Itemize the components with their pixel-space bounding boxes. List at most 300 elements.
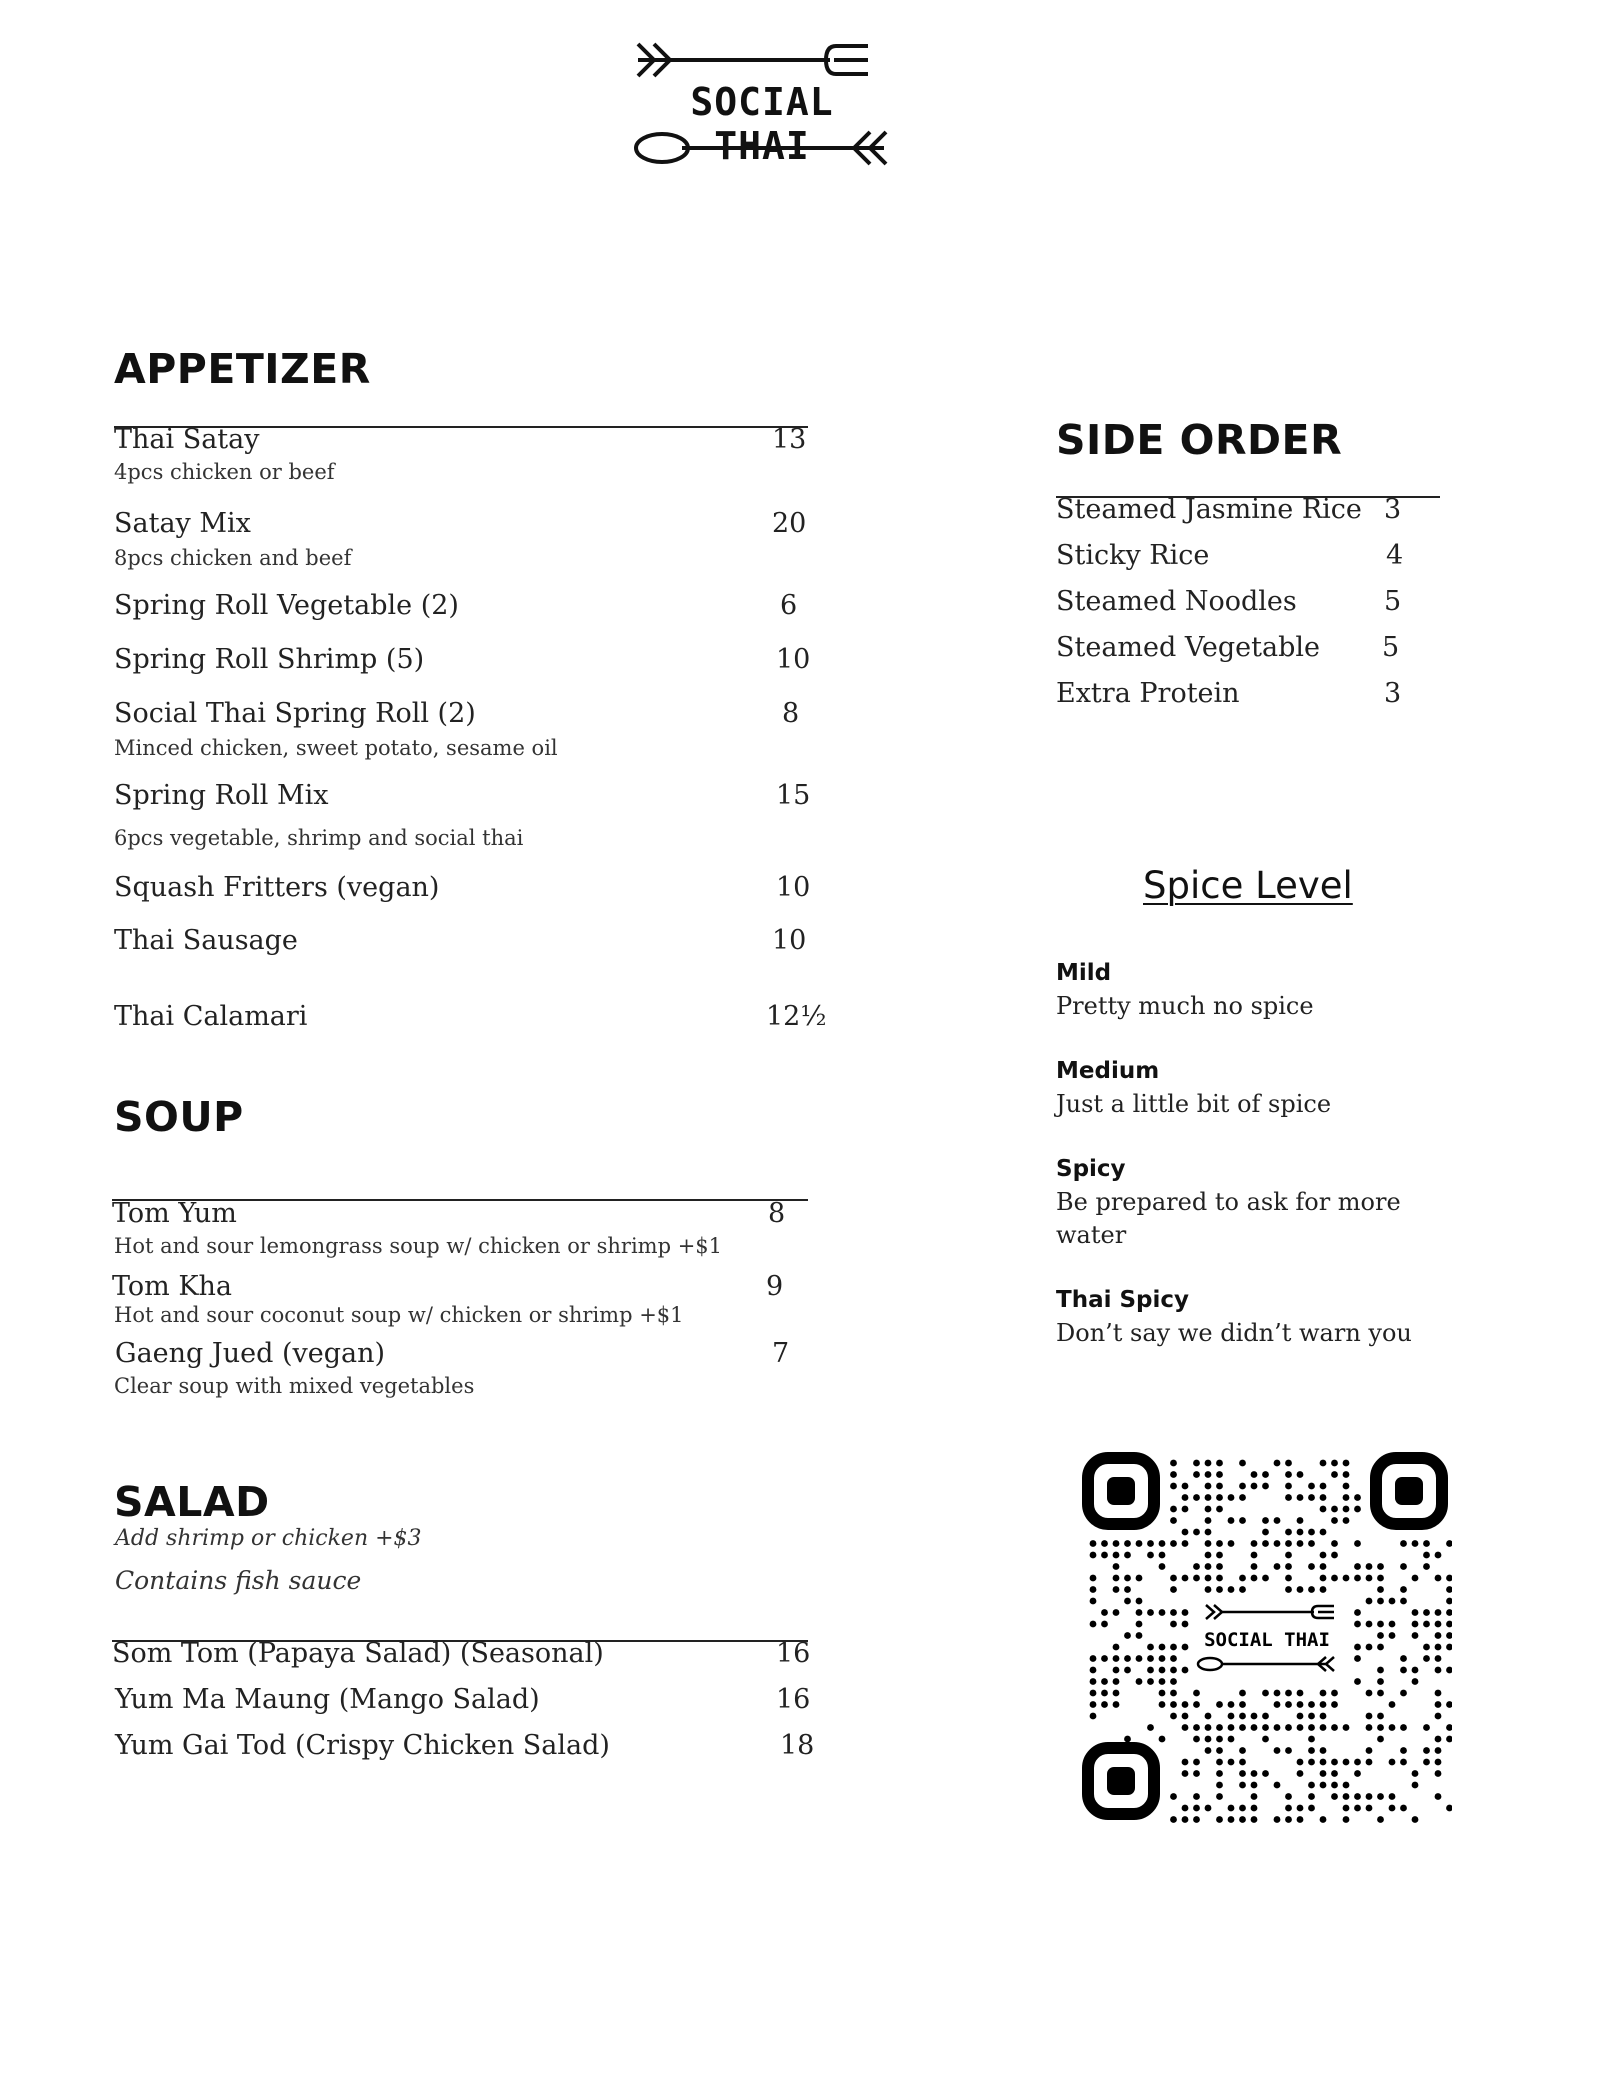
qr-dot [1136,1609,1143,1616]
qr-dot [1136,1632,1143,1639]
soup-title: SOUP [114,1093,244,1141]
qr-dot [1239,1747,1246,1754]
qr-dot [1354,1759,1361,1766]
item-name: Satay Mix [114,508,251,539]
qr-dot [1262,1529,1269,1536]
qr-dot [1147,1540,1154,1547]
qr-dot [1331,1517,1338,1524]
qr-dot [1446,1586,1452,1593]
qr-dot [1446,1805,1452,1812]
item-price: 10 [772,925,807,956]
qr-dot [1297,1517,1304,1524]
qr-dot [1239,1483,1246,1490]
qr-dot [1377,1713,1384,1720]
qr-dot [1182,1575,1189,1582]
qr-dot [1366,1621,1373,1628]
qr-dot [1285,1724,1292,1731]
qr-dot [1251,1793,1258,1800]
qr-dot [1239,1724,1246,1731]
qr-dot [1113,1552,1120,1559]
qr-dot [1170,1460,1177,1467]
qr-dot [1251,1552,1258,1559]
qr-dot [1320,1552,1327,1559]
qr-dot [1193,1494,1200,1501]
qr-dot [1412,1678,1419,1685]
qr-dot [1377,1598,1384,1605]
logo-text: SOCIAL THAI [690,80,834,168]
qr-dot [1228,1805,1235,1812]
qr-dot [1446,1598,1452,1605]
qr-dot [1205,1483,1212,1490]
qr-dot [1193,1736,1200,1743]
qr-dot [1354,1621,1361,1628]
qr-dot [1205,1713,1212,1720]
qr-dot [1274,1540,1281,1547]
qr-dot [1285,1816,1292,1823]
qr-dot [1251,1471,1258,1478]
qr-dot [1262,1540,1269,1547]
qr-dot [1377,1621,1384,1628]
qr-dot [1193,1759,1200,1766]
qr-dot [1423,1621,1430,1628]
qr-dot [1423,1540,1430,1547]
qr-dot [1216,1563,1223,1570]
qr-dot [1435,1690,1442,1697]
item-name: Thai Sausage [114,925,298,956]
qr-dot [1423,1724,1430,1731]
item-description: Hot and sour coconut soup w/ chicken or shrimp +$1 [114,1303,684,1327]
qr-dot [1412,1575,1419,1582]
qr-dot [1320,1563,1327,1570]
qr-dot [1136,1621,1143,1628]
item-name: Extra Protein [1056,678,1240,709]
qr-dot [1113,1586,1120,1593]
qr-dot [1377,1586,1384,1593]
qr-dot [1205,1460,1212,1467]
qr-dot [1216,1736,1223,1743]
qr-dot [1446,1609,1452,1616]
qr-dot [1366,1644,1373,1651]
qr-dot [1308,1529,1315,1536]
qr-dot [1239,1517,1246,1524]
qr-dot [1354,1563,1361,1570]
qr-dot [1377,1632,1384,1639]
qr-dot [1423,1644,1430,1651]
qr-dot [1412,1621,1419,1628]
qr-dot [1435,1655,1442,1662]
item-name: Tom Yum [112,1198,237,1229]
qr-dot [1101,1552,1108,1559]
item-name: Yum Ma Maung (Mango Salad) [115,1684,540,1715]
qr-dot [1412,1609,1419,1616]
qr-dot [1446,1736,1452,1743]
qr-dot [1435,1793,1442,1800]
qr-dot [1251,1805,1258,1812]
qr-dot [1308,1724,1315,1731]
qr-dot [1423,1552,1430,1559]
qr-dot [1343,1805,1350,1812]
item-name: Steamed Vegetable [1056,632,1320,663]
qr-dot [1090,1586,1097,1593]
item-name: Tom Kha [112,1271,233,1302]
qr-dot [1113,1701,1120,1708]
qr-dot [1251,1540,1258,1547]
qr-dot [1285,1805,1292,1812]
qr-dot [1090,1540,1097,1547]
spice-level-mild [1056,960,1436,1023]
item-name: Thai Satay [114,424,260,455]
salad-note-fish-sauce: Contains fish sauce [115,1566,362,1595]
qr-dot [1182,1701,1189,1708]
qr-dot [1239,1759,1246,1766]
qr-dot [1182,1713,1189,1720]
item-price: 4 [1386,540,1404,571]
qr-dot [1113,1678,1120,1685]
qr-dot [1182,1494,1189,1501]
qr-dot [1331,1552,1338,1559]
qr-dot [1239,1460,1246,1467]
qr-dot [1297,1540,1304,1547]
spice-level-medium [1056,1058,1436,1121]
qr-dot [1159,1540,1166,1547]
item-description: Hot and sour lemongrass soup w/ chicken or shrimp +$1 [114,1234,723,1258]
qr-dot [1297,1494,1304,1501]
qr-dot [1412,1540,1419,1547]
qr-dot [1239,1701,1246,1708]
qr-dot [1147,1609,1154,1616]
qr-dot [1389,1724,1396,1731]
item-description: 6pcs vegetable, shrimp and social thai [114,826,524,850]
item-price: 10 [776,644,811,675]
qr-dot [1285,1460,1292,1467]
qr-dot [1228,1540,1235,1547]
qr-dot [1159,1678,1166,1685]
item-name: Spring Roll Shrimp (5) [114,644,425,675]
qr-dot [1262,1483,1269,1490]
qr-dot [1205,1552,1212,1559]
qr-dot [1090,1655,1097,1662]
qr-dot [1113,1655,1120,1662]
qr-dot [1205,1575,1212,1582]
qr-dot [1377,1793,1384,1800]
qr-dot [1228,1736,1235,1743]
qr-dot [1274,1747,1281,1754]
salad-title: SALAD [114,1478,270,1526]
qr-dot [1159,1563,1166,1570]
qr-dot [1182,1609,1189,1616]
qr-dot [1343,1793,1350,1800]
qr-dot [1193,1816,1200,1823]
qr-dot [1400,1586,1407,1593]
qr-dot [1124,1667,1131,1674]
qr-dot [1193,1805,1200,1812]
qr-dot [1331,1770,1338,1777]
qr-dot [1274,1816,1281,1823]
qr-dot [1124,1598,1131,1605]
qr-dot [1216,1793,1223,1800]
qr-dot [1297,1770,1304,1777]
qr-dot [1285,1471,1292,1478]
item-description: Clear soup with mixed vegetables [114,1374,475,1398]
qr-dot [1205,1517,1212,1524]
qr-dot [1182,1816,1189,1823]
qr-dot [1412,1667,1419,1674]
item-name: Steamed Jasmine Rice [1056,494,1362,525]
qr-dot [1354,1609,1361,1616]
qr-dot [1113,1563,1120,1570]
qr-dot [1320,1713,1327,1720]
qr-dot [1182,1540,1189,1547]
qr-dot [1216,1747,1223,1754]
qr-dot [1205,1529,1212,1536]
item-price: 5 [1384,586,1402,617]
qr-dot [1343,1483,1350,1490]
qr-dot [1216,1552,1223,1559]
item-name: Thai Calamari [114,1001,308,1032]
qr-dot [1251,1575,1258,1582]
qr-dot [1228,1713,1235,1720]
qr-dot [1170,1678,1177,1685]
item-price: 10 [776,872,811,903]
qr-dot [1216,1759,1223,1766]
qr-dot [1262,1690,1269,1697]
qr-dot [1170,1483,1177,1490]
qr-dot [1262,1770,1269,1777]
qr-dot [1251,1724,1258,1731]
qr-dot [1308,1782,1315,1789]
qr-dot [1193,1575,1200,1582]
qr-dot [1239,1575,1246,1582]
qr-dot [1170,1517,1177,1524]
side-order-title: SIDE ORDER [1056,416,1343,464]
qr-dot [1446,1540,1452,1547]
qr-dot [1308,1701,1315,1708]
qr-dot [1285,1701,1292,1708]
qr-dot [1193,1460,1200,1467]
qr-dot [1400,1724,1407,1731]
qr-dot [1147,1655,1154,1662]
qr-dot [1389,1759,1396,1766]
qr-dot [1136,1678,1143,1685]
qr-dot [1285,1690,1292,1697]
qr-dot [1354,1805,1361,1812]
qr-dot [1435,1575,1442,1582]
qr-dot [1297,1529,1304,1536]
qr-dot [1159,1655,1166,1662]
qr-dot [1090,1552,1097,1559]
qr-dot [1308,1759,1315,1766]
qr-dot [1182,1724,1189,1731]
qr-dot [1251,1563,1258,1570]
qr-dot [1170,1506,1177,1513]
qr-dot [1308,1736,1315,1743]
qr-logo-text: SOCIAL THAI [1204,1629,1330,1651]
qr-dot [1216,1586,1223,1593]
item-price: 6 [780,590,798,621]
spice-level-name: Thai Spicy [1056,1287,1190,1313]
item-name: Yum Gai Tod (Crispy Chicken Salad) [115,1730,610,1761]
qr-dot [1389,1793,1396,1800]
qr-dot [1400,1598,1407,1605]
qr-dot [1320,1747,1327,1754]
qr-dot [1159,1552,1166,1559]
qr-dot [1090,1690,1097,1697]
qr-dot [1251,1713,1258,1720]
qr-dot [1320,1816,1327,1823]
qr-dot [1205,1494,1212,1501]
qr-dot [1216,1770,1223,1777]
item-price: 8 [782,698,800,729]
qr-dot [1239,1690,1246,1697]
qr-dot [1297,1701,1304,1708]
qr-dot [1400,1540,1407,1547]
qr-dot [1285,1483,1292,1490]
qr-dot [1297,1690,1304,1697]
qr-dot [1136,1655,1143,1662]
qr-dot [1343,1460,1350,1467]
qr-dot [1251,1816,1258,1823]
qr-dot [1193,1701,1200,1708]
qr-dot [1170,1793,1177,1800]
qr-dot [1182,1770,1189,1777]
item-name: Squash Fritters (vegan) [114,872,440,903]
qr-dot [1205,1586,1212,1593]
qr-dot [1101,1540,1108,1547]
qr-dot [1366,1598,1373,1605]
qr-dot [1343,1724,1350,1731]
qr-dot [1354,1655,1361,1662]
qr-dot [1090,1598,1097,1605]
item-price: 8 [768,1198,786,1229]
qr-dot [1262,1736,1269,1743]
qr-dot [1193,1724,1200,1731]
qr-dot [1423,1759,1430,1766]
qr-dot [1343,1575,1350,1582]
qr-dot [1170,1713,1177,1720]
qr-dot [1389,1632,1396,1639]
qr-dot [1262,1471,1269,1478]
qr-dot [1331,1701,1338,1708]
qr-dot [1159,1667,1166,1674]
qr-dot [1354,1494,1361,1501]
item-price: 3 [1384,494,1402,525]
qr-dot [1193,1563,1200,1570]
qr-dot [1285,1494,1292,1501]
qr-dot [1216,1816,1223,1823]
qr-dot [1182,1759,1189,1766]
qr-dot [1343,1494,1350,1501]
item-price: 13 [772,424,807,455]
qr-dot [1308,1713,1315,1720]
qr-dot [1435,1621,1442,1628]
qr-dot [1274,1460,1281,1467]
qr-dot [1170,1621,1177,1628]
qr-dot [1228,1759,1235,1766]
qr-dot [1159,1644,1166,1651]
qr-dot [1216,1471,1223,1478]
qr-dot [1216,1540,1223,1547]
qr-dot [1354,1793,1361,1800]
qr-dot [1182,1506,1189,1513]
qr-dot [1331,1575,1338,1582]
qr-dot [1354,1506,1361,1513]
qr-dot [1400,1563,1407,1570]
qr-dot [1113,1575,1120,1582]
spice-level-name: Spicy [1056,1156,1126,1182]
qr-dot [1205,1540,1212,1547]
qr-dot [1308,1747,1315,1754]
qr-dot [1251,1770,1258,1777]
qr-dot [1262,1724,1269,1731]
qr-dot [1331,1460,1338,1467]
qr-dot [1147,1644,1154,1651]
qr-dot [1435,1552,1442,1559]
qr-dot [1101,1690,1108,1697]
qr-dot [1320,1506,1327,1513]
qr-dot [1435,1632,1442,1639]
qr-code[interactable] [1082,1452,1452,1824]
qr-dot [1377,1563,1384,1570]
qr-dot [1285,1552,1292,1559]
item-price: 5 [1382,632,1400,663]
spice-level-spicy [1056,1156,1436,1252]
qr-dot [1343,1782,1350,1789]
qr-dot [1423,1563,1430,1570]
qr-dot [1193,1793,1200,1800]
qr-dot [1354,1575,1361,1582]
qr-dot [1205,1736,1212,1743]
qr-dot [1446,1724,1452,1731]
qr-dot [1274,1563,1281,1570]
qr-dot [1228,1701,1235,1708]
qr-dot [1412,1770,1419,1777]
qr-dot [1435,1736,1442,1743]
qr-dot [1090,1701,1097,1708]
qr-dot [1285,1586,1292,1593]
qr-dot [1285,1529,1292,1536]
item-price: 7 [772,1338,790,1369]
qr-dot [1377,1690,1384,1697]
qr-dot [1366,1690,1373,1697]
qr-dot [1239,1494,1246,1501]
item-price: 16 [776,1684,811,1715]
qr-dot [1182,1529,1189,1536]
qr-dot [1320,1460,1327,1467]
qr-dot [1205,1724,1212,1731]
qr-dot [1320,1782,1327,1789]
qr-dot [1182,1483,1189,1490]
item-name: Som Tom (Papaya Salad) (Seasonal) [112,1638,604,1669]
qr-dot [1182,1644,1189,1651]
qr-dot [1343,1816,1350,1823]
qr-dot [1377,1678,1384,1685]
qr-dot [1193,1770,1200,1777]
spice-level-desc: Just a little bit of spice [1056,1090,1332,1118]
qr-dot [1377,1736,1384,1743]
qr-dot [1147,1678,1154,1685]
qr-dot [1193,1690,1200,1697]
qr-dot [1377,1575,1384,1582]
qr-dot [1090,1667,1097,1674]
qr-dot [1297,1471,1304,1478]
qr-dot [1170,1667,1177,1674]
qr-dot [1170,1644,1177,1651]
qr-dot [1389,1701,1396,1708]
qr-dot [1377,1724,1384,1731]
qr-dot [1297,1805,1304,1812]
qr-dot [1320,1494,1327,1501]
qr-dot [1159,1609,1166,1616]
